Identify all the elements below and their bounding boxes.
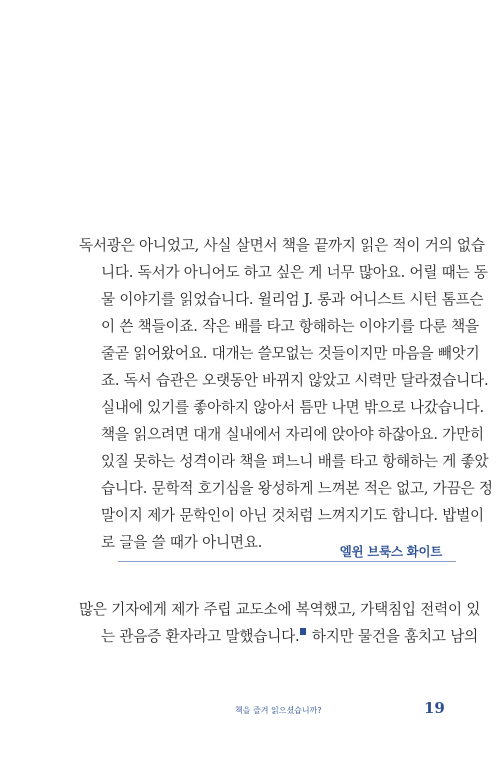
quote-line: 독서광은 아니었고, 사실 살면서 책을 끝까지 읽은 적이 거의 없습 (79, 237, 485, 254)
quote-line: 니다. 독서가 아니어도 하고 싶은 게 너무 많아요. 어릴 때는 동 (101, 264, 488, 281)
quote-attribution: 엘윈 브룩스 화이트 (339, 544, 442, 559)
quote-line: 죠. 독서 습관은 오랫동안 바뀌지 않았고 시력만 달라졌습니다. (101, 372, 489, 389)
footnote-marker-icon[interactable] (300, 628, 306, 635)
quote-line: 습니다. 문학적 호기심을 왕성하게 느껴본 적은 없고, 가끔은 정 (101, 480, 493, 497)
quote-line: 말이지 제가 문학인이 아닌 것처럼 느껴지기도 합니다. 밥벌이 (101, 507, 484, 524)
running-footer-title: 책을 즐겨 읽으셨습니까? (235, 706, 322, 715)
page-number: 19 (424, 699, 445, 717)
quote-line: 로 글을 쓸 때가 아니면요. (101, 534, 263, 551)
quote-line: 줄곧 읽어왔어요. 대개는 쓸모없는 것들이지만 마음을 빼앗기 (101, 345, 480, 362)
body-text-segment: 는 관음증 환자라고 말했습니다. (101, 628, 300, 645)
body-text-line (101, 627, 478, 647)
quote-line: 있질 못하는 성격이라 책을 펴느니 배를 타고 항해하는 게 좋았 (101, 453, 489, 470)
quote-line: 이 쓴 책들이죠. 작은 배를 타고 항해하는 이야기를 다룬 책을 (101, 318, 479, 335)
quote-line: 실내에 있기를 좋아하지 않아서 틈만 나면 밖으로 나갔습니다. (101, 399, 484, 416)
attribution-divider (118, 561, 456, 562)
quote-line: 책을 읽으려면 대개 실내에서 자리에 앉아야 하잖아요. 가만히 (101, 426, 484, 443)
quote-line: 물 이야기를 읽었습니다. 윌리엄 J. 롱과 어니스트 시턴 톰프슨 (101, 291, 484, 308)
body-text-segment: 하지만 물건을 훔치고 남의 (307, 628, 479, 645)
body-text-line: 많은 기자에게 제가 주립 교도소에 복역했고, 가택침입 전력이 있 (79, 601, 481, 618)
